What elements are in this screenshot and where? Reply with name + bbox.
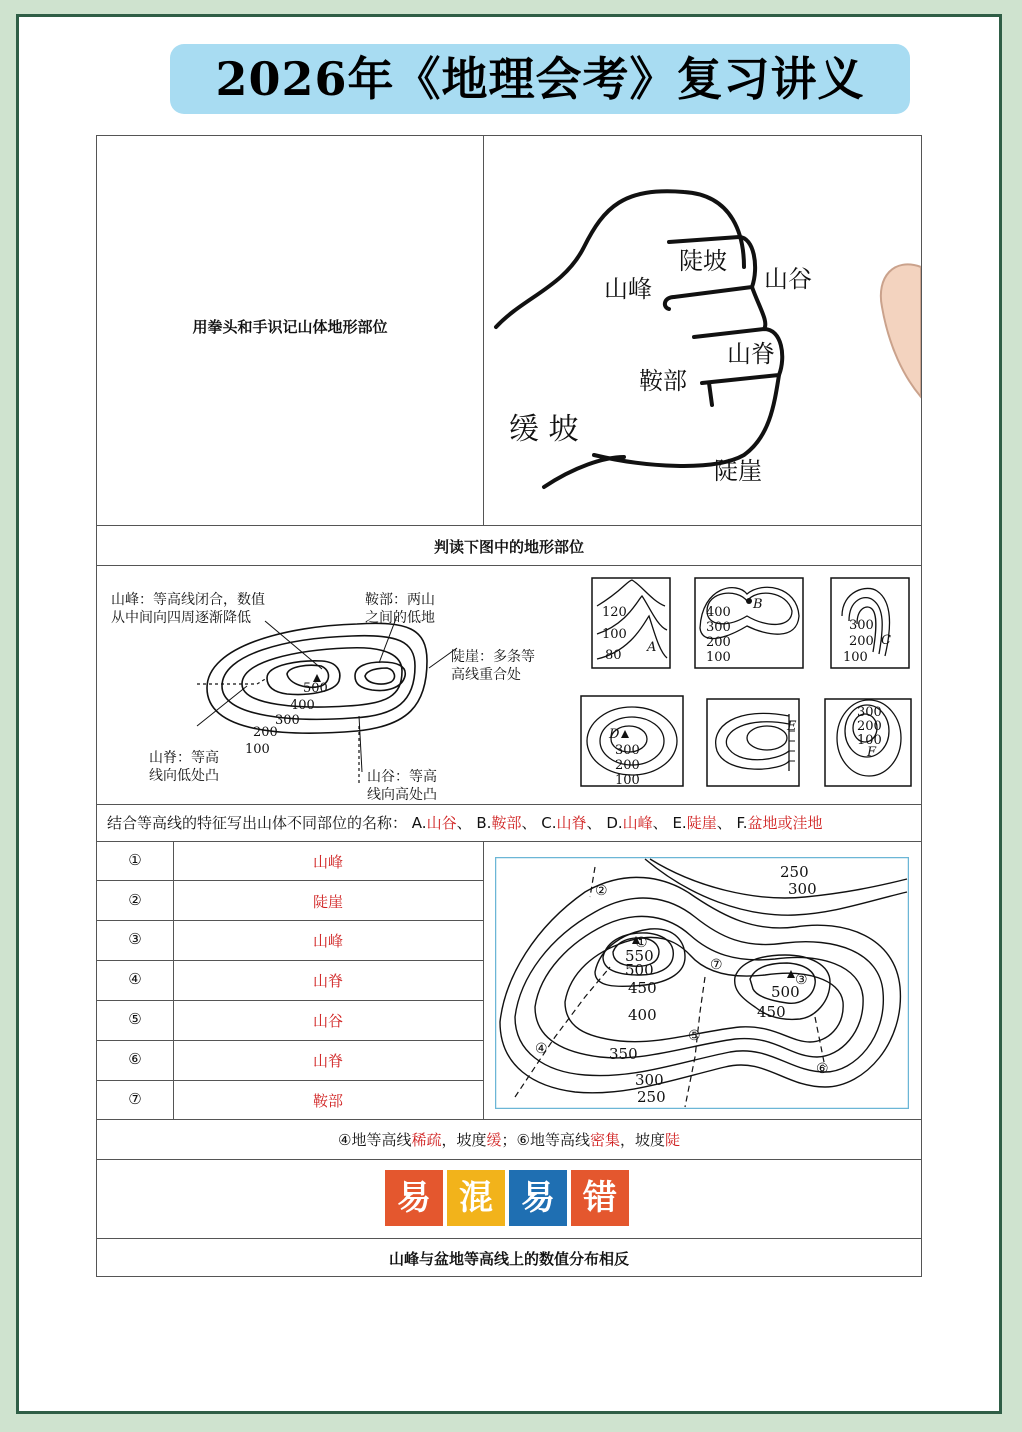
- map-marker: ①: [635, 935, 648, 951]
- worksheet: [96, 135, 922, 1277]
- row-divider: [97, 1119, 921, 1120]
- answer-row-line: [97, 1040, 483, 1041]
- answer-text: 山脊: [312, 972, 343, 990]
- section-caption: 判读下图中的地形部位: [433, 538, 584, 556]
- contour-label: 200: [253, 725, 278, 740]
- mini-map-value: 300: [849, 618, 874, 633]
- badge-char: 错: [571, 1170, 629, 1226]
- fist-label-steep: 陡坡: [679, 247, 727, 275]
- answer-text: 山脊: [312, 1052, 343, 1070]
- fist-label-gentle: 缓 坡: [509, 412, 579, 447]
- legend-sep: 、: [652, 814, 668, 832]
- ridge-note-line1: 山脊：等高: [149, 750, 219, 766]
- mini-map-value: 100: [602, 627, 627, 642]
- answer-text: 鞍部: [312, 1092, 343, 1110]
- map-contour-label: 450: [757, 1003, 786, 1021]
- badge-char: 混: [447, 1170, 505, 1226]
- map-marker: ②: [595, 883, 608, 899]
- mini-map-d: [581, 696, 683, 788]
- mini-map-value: 400: [706, 605, 731, 620]
- mini-map-value: 200: [849, 634, 874, 649]
- mini-map-e: [707, 699, 799, 786]
- peak-note-line2: 从中间向四周逐渐降低: [111, 610, 251, 626]
- legend-line: [107, 812, 823, 833]
- legend-sep: 、: [586, 814, 602, 832]
- ridge-note-line2: 线向低处凸: [149, 768, 219, 784]
- answer-number: ③: [128, 930, 142, 948]
- answer-number: ⑦: [128, 1090, 142, 1108]
- mini-map-value: 100: [843, 650, 868, 665]
- mini-map-b: [695, 578, 803, 668]
- valley-note-line2: 线向高处凸: [367, 787, 437, 803]
- fist-label-valley: 山谷: [764, 265, 812, 293]
- confusion-badges: [385, 1170, 629, 1226]
- badge-char: 易: [385, 1170, 443, 1226]
- legend-sep: 、: [521, 814, 537, 832]
- answer-row-line: [97, 1080, 483, 1081]
- answer-row-line: [97, 920, 483, 921]
- mini-map-value: 200: [706, 635, 731, 650]
- contour-label: 100: [245, 742, 270, 757]
- mini-map-value: 100: [857, 733, 882, 748]
- answer-text: 山峰: [312, 853, 343, 871]
- column-divider: [483, 841, 484, 1119]
- legend-sep: 、: [456, 814, 472, 832]
- note-text: ；⑥地等高线: [501, 1131, 590, 1149]
- mini-map-letter: B: [753, 597, 763, 612]
- map-contour-label: 400: [628, 1006, 657, 1024]
- mini-map-letter: E: [787, 719, 797, 734]
- mini-map-value: 100: [706, 650, 731, 665]
- map-contour-label: 500: [625, 961, 654, 979]
- answer-number: ⑤: [128, 1010, 142, 1028]
- answer-text: 陡崖: [312, 893, 343, 911]
- topographic-map: [495, 857, 909, 1109]
- saddle-note-line2: 之间的低地: [365, 610, 435, 626]
- legend-key: C.: [541, 814, 557, 832]
- mini-map-letter: A: [647, 640, 657, 655]
- footer-note: 山峰与盆地等高线上的数值分布相反: [388, 1250, 629, 1268]
- badge-char: 易: [509, 1170, 567, 1226]
- contour-diagram: [97, 566, 921, 804]
- mini-map-a: [592, 578, 670, 668]
- mini-map-value: 300: [857, 705, 882, 720]
- answer-number: ⑥: [128, 1050, 142, 1068]
- legend-key: E.: [672, 814, 687, 832]
- legend-key: B.: [476, 814, 492, 832]
- legend-answer: 盆地或洼地: [747, 814, 823, 832]
- note-text: ④地等高线: [338, 1131, 412, 1149]
- map-contour-label: 500: [771, 983, 800, 1001]
- answer-text: 山谷: [312, 1012, 343, 1030]
- map-contour-label: 350: [609, 1045, 638, 1063]
- contour-label: 500: [303, 681, 328, 696]
- row-divider: [97, 841, 921, 842]
- map-marker: ⑤: [688, 1028, 701, 1044]
- legend-answer: 陡崖: [686, 814, 717, 832]
- answer-row-line: [97, 960, 483, 961]
- legend-key: F.: [736, 814, 748, 832]
- map-marker: ⑦: [710, 957, 723, 973]
- note-highlight: 陡: [664, 1131, 680, 1149]
- fist-caption: 用拳头和手识记山体地形部位: [192, 318, 388, 336]
- slope-note: [97, 1129, 921, 1150]
- row-divider: [97, 804, 921, 805]
- fist-label-cliff: 陡崖: [714, 457, 762, 485]
- legend-answer: 鞍部: [491, 814, 522, 832]
- mini-map-letter: F: [867, 745, 877, 760]
- legend-key: A.: [411, 814, 427, 832]
- fist-label-peak: 山峰: [604, 275, 652, 303]
- note-highlight: 稀疏: [411, 1131, 442, 1149]
- fist-illustration: [484, 137, 921, 525]
- mini-map-value: 120: [602, 605, 627, 620]
- mini-map-letter: C: [881, 633, 891, 648]
- mini-map-c: [831, 578, 909, 668]
- note-highlight: 密集: [589, 1131, 620, 1149]
- fist-label-ridge: 山脊: [727, 340, 775, 368]
- legend-answer: 山谷: [426, 814, 457, 832]
- mini-map-value: 80: [605, 648, 622, 663]
- answer-number: ②: [128, 891, 142, 909]
- note-text: ，坡度: [441, 1131, 487, 1149]
- legend-prefix: 结合等高线的特征写出山体不同部位的名称：: [107, 814, 408, 832]
- mini-map-value: 300: [615, 743, 640, 758]
- row-divider: [97, 1159, 921, 1160]
- legend-key: D.: [606, 814, 623, 832]
- cliff-note-line1: 陡崖：多条等: [451, 649, 535, 665]
- mini-map-value: 100: [615, 773, 640, 788]
- map-marker: ④: [535, 1041, 548, 1057]
- answer-number: ④: [128, 970, 142, 988]
- answer-text: 山峰: [312, 932, 343, 950]
- contour-label: 300: [275, 713, 300, 728]
- mini-map-f: [825, 699, 911, 786]
- page-title: 2026年《地理会考》复习讲义: [170, 44, 910, 114]
- map-marker: ⑥: [816, 1061, 829, 1077]
- note-highlight: 缓: [486, 1131, 502, 1149]
- mini-map-value: 200: [857, 719, 882, 734]
- legend-answer: 山峰: [622, 814, 653, 832]
- fist-label-saddle: 鞍部: [639, 367, 687, 395]
- cliff-note-line2: 高线重合处: [451, 667, 521, 683]
- answer-row-line: [97, 1000, 483, 1001]
- row-divider: [97, 1238, 921, 1239]
- legend-sep: 、: [716, 814, 732, 832]
- map-contour-label: 300: [635, 1071, 664, 1089]
- row-divider: [97, 525, 921, 526]
- note-text: ，坡度: [619, 1131, 665, 1149]
- map-marker: ③: [795, 972, 808, 988]
- saddle-note-line1: 鞍部：两山: [365, 592, 435, 608]
- map-contour-label: 450: [628, 979, 657, 997]
- peak-note-line1: 山峰：等高线闭合，数值: [111, 592, 265, 608]
- map-contour-label: 250: [637, 1088, 666, 1106]
- answer-row-line: [97, 880, 483, 881]
- map-contour-label: 250: [780, 863, 809, 881]
- mini-map-letter: D: [609, 727, 620, 742]
- mini-map-value: 200: [615, 758, 640, 773]
- valley-note-line1: 山谷：等高: [367, 769, 437, 785]
- map-contour-label: 550: [625, 947, 654, 965]
- answer-number: ①: [128, 851, 142, 869]
- contour-label: 400: [290, 698, 315, 713]
- legend-answer: 山脊: [556, 814, 587, 832]
- map-contour-label: 300: [788, 880, 817, 898]
- mini-map-value: 300: [706, 620, 731, 635]
